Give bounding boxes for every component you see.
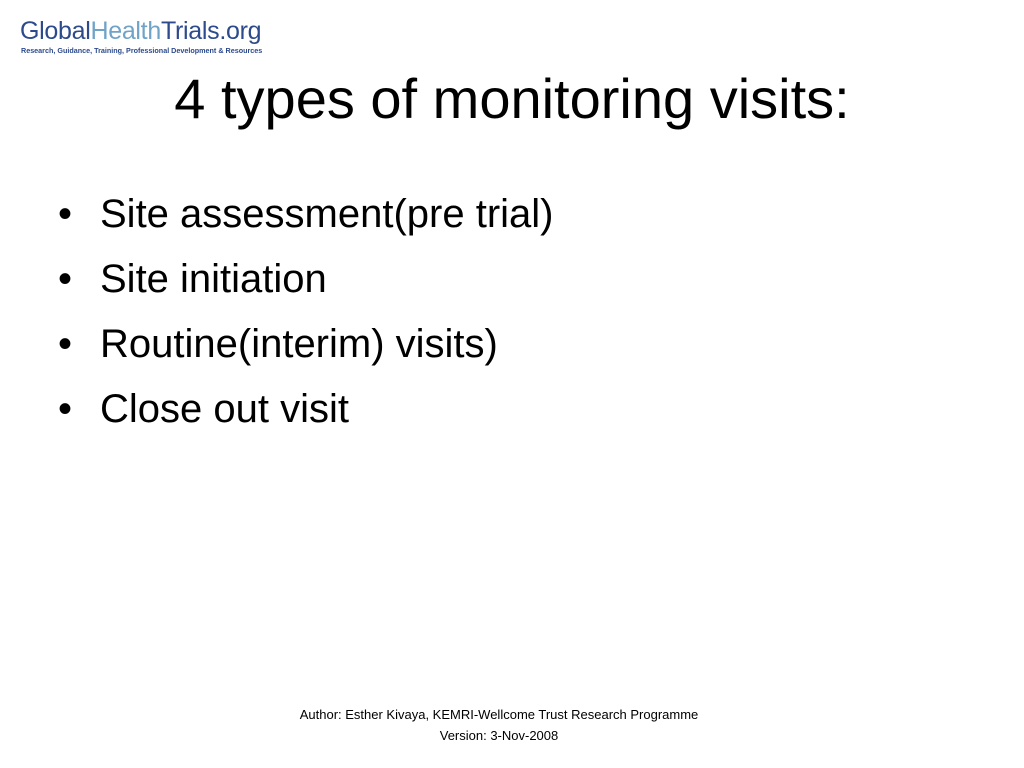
bullet-marker: • (58, 387, 73, 431)
bullet-text: Site assessment(pre trial) (100, 192, 554, 236)
footer-version: Version: 3-Nov-2008 (439, 728, 559, 743)
bullet-text: Site initiation (100, 257, 327, 301)
bullet-marker: • (58, 192, 73, 236)
bullet-text: Routine(interim) visits) (100, 322, 498, 366)
footer-author: Author: Esther Kivaya, KEMRI-Wellcome Trust Research Programme (299, 707, 699, 722)
logo-tagline: Research, Guidance, Training, Professional Development & Resources (21, 46, 263, 55)
globalhealthtrials-logo (20, 16, 282, 60)
bullet-marker: • (58, 257, 73, 301)
logo-wordmark (20, 16, 261, 46)
slide-footer (0, 704, 998, 746)
slide-title: 4 types of monitoring visits: (174, 67, 850, 130)
bullet-text: Close out visit (100, 387, 349, 431)
logo-part-trials: Trials.org (160, 17, 262, 45)
bullet-marker: • (58, 322, 73, 366)
logo-part-health: Health (90, 17, 161, 45)
logo-part-global: Global (20, 17, 91, 45)
